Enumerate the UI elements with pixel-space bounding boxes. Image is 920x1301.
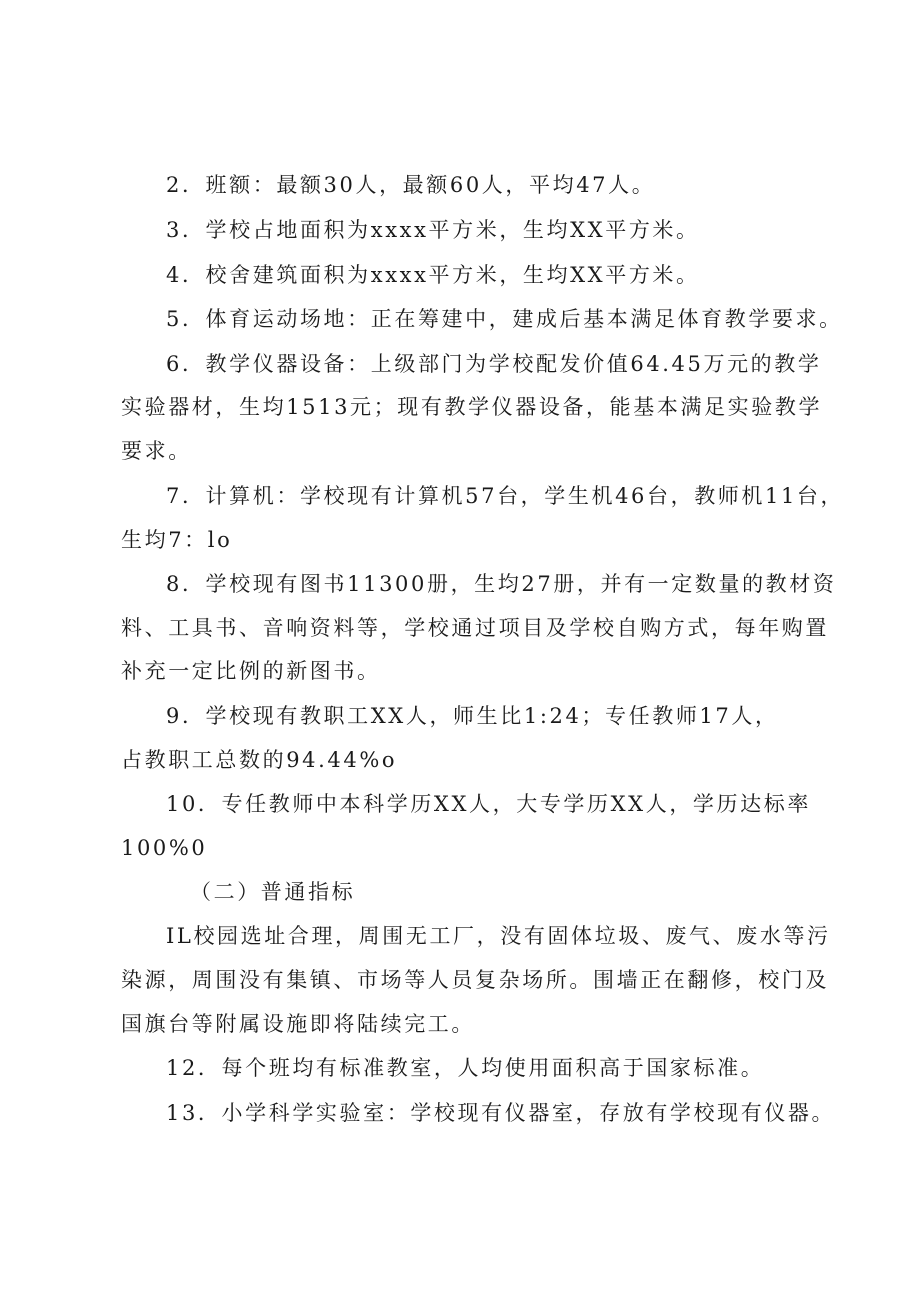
- item-5-line: 5．体育运动场地：正在筹建中，建成后基本满足体育教学要求。: [166, 307, 843, 331]
- item-12-line: 12．每个班均有标准教室，人均使用面积高于国家标准。: [166, 1056, 765, 1080]
- item-4-line: 4．校舍建筑面积为xxxx平方米，生均XX平方米。: [166, 263, 700, 287]
- item-10-line-1: 10．专任教师中本科学历XX人，大专学历XX人，学历达标率: [166, 792, 811, 816]
- item-7-line-2: 生均7：lo: [121, 528, 233, 552]
- item-9-line-1: 9．学校现有教职工XX人，师生比1:24；专任教师17人，: [166, 704, 779, 728]
- item-8-line-2: 料、工具书、音响资料等，学校通过项目及学校自购方式，每年购置: [121, 616, 829, 640]
- item-9-line-2: 占教职工总数的94.44%o: [121, 748, 398, 772]
- item-10-line-2: 100%0: [121, 836, 208, 860]
- item-8-line-3: 补充一定比例的新图书。: [121, 659, 381, 683]
- item-6-line-3: 要求。: [121, 439, 192, 463]
- item-11-line-1: IL校园选址合理，周围无工厂，没有固体垃圾、废气、废水等污: [166, 924, 831, 948]
- item-2-line: 2．班额：最额30人，最额60人，平均47人。: [166, 173, 656, 197]
- item-3-line: 3．学校占地面积为xxxx平方米，生均XX平方米。: [166, 218, 700, 242]
- item-6-line-1: 6．教学仪器设备：上级部门为学校配发价值64.45万元的教学: [166, 352, 822, 376]
- item-6-line-2: 实验器材，生均1513元；现有教学仪器设备，能基本满足实验教学: [121, 395, 823, 419]
- item-13-line: 13．小学科学实验室：学校现有仪器室，存放有学校现有仪器。: [166, 1101, 836, 1125]
- item-8-line-1: 8．学校现有图书11300册，生均27册，并有一定数量的教材资: [166, 572, 837, 596]
- item-7-line-1: 7．计算机：学校现有计算机57台，学生机46台，教师机11台，: [166, 484, 845, 508]
- section-heading: （二）普通指标: [190, 880, 356, 904]
- item-11-line-2: 染源，周围没有集镇、市场等人员复杂场所。围墙正在翻修，校门及: [121, 968, 829, 992]
- item-11-line-3: 国旗台等附属设施即将陆续完工。: [121, 1012, 475, 1036]
